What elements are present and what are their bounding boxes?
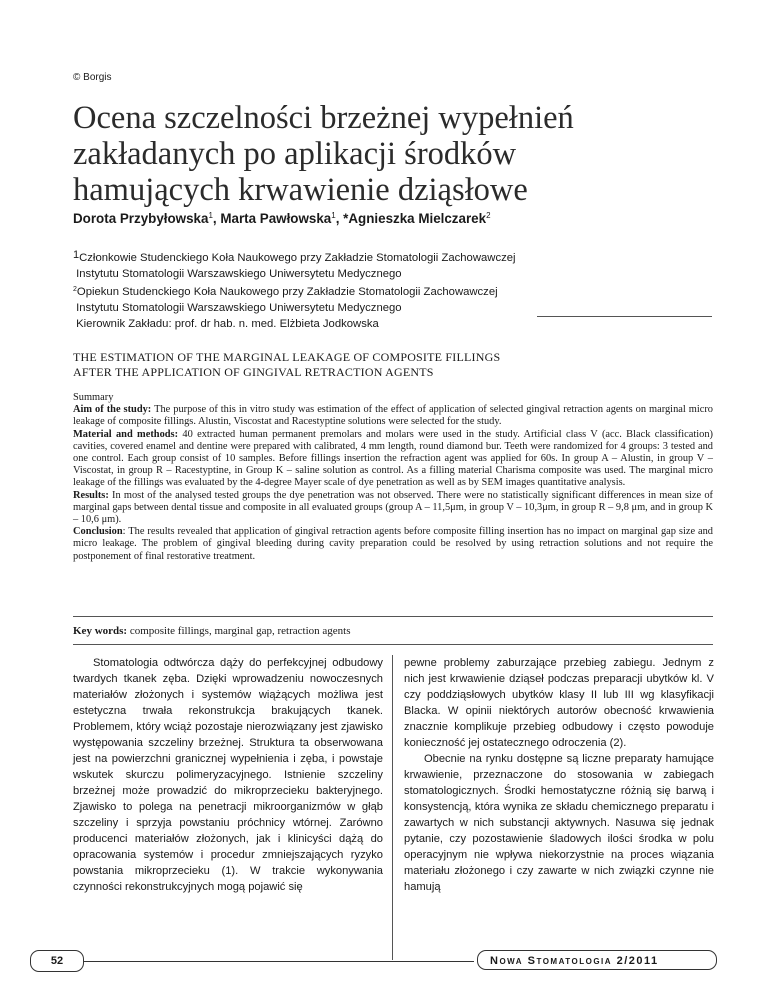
summary-results	[73, 490, 713, 527]
affiliation-mark: 2	[73, 286, 77, 293]
summary-section	[73, 392, 713, 563]
affiliation-line: Instytutu Stomatologii Warszawskiego Uniwersytetu Medycznego	[76, 268, 402, 280]
author-affiliation-mark: 1	[208, 211, 213, 220]
divider	[73, 616, 713, 617]
summary-conclusion	[73, 526, 713, 563]
body-column-right	[404, 655, 714, 895]
summary-aim	[73, 404, 713, 428]
summary-label: Aim of the study:	[73, 404, 152, 416]
affiliation-line: Członkowie Studenckiego Koła Naukowego przy Zakładzie Stomatologii Zachowawczej	[79, 252, 516, 264]
author-affiliation-mark: 1	[331, 211, 336, 220]
english-title-line: THE ESTIMATION OF THE MARGINAL LEAKAGE OF COMPOSITE FILLINGS	[73, 350, 501, 364]
keywords-text: composite fillings, marginal gap, retraction agents	[127, 625, 351, 637]
author-list: Dorota Przybyłowska$^1$, Marta Pawłowska$^1$, *Agnieszka Mielczarek$^2$	[73, 211, 491, 226]
summary-heading: Summary	[73, 392, 114, 403]
publisher-label: © Borgis	[73, 72, 112, 83]
summary-label: Material and methods:	[73, 428, 179, 440]
affiliations	[73, 247, 516, 332]
divider	[537, 316, 712, 317]
title-line: Ocena szczelności brzeżnej wypełnień	[73, 100, 574, 136]
affiliation-line: Kierownik Zakładu: prof. dr hab. n. med. Elżbieta Jodkowska	[76, 318, 379, 330]
summary-text: 40 extracted human permanent premolars and molars were used in the study. Artificial class V (acc. Black classification) cavities, covered enamel and dentine were prepared with calibrated, 4 mm length, round diamond bur. Teeth were randomized for 4 groups: 3 tested and one control. Each group consist of 10 samples. Before fillings insertion the refraction agent was applied for 60s. In group A – Alustin, in group V – Viscostat, in group R – Racestyptine, in Group K – saline solution as control. As a filling material Charisma composite was used. The marginal micro leakage of the fillings was evaluated by the 4-degree Mayer scale of dye penetration as well as by SEM images quantitative analysis.	[73, 428, 713, 489]
body-paragraph: pewne problemy zaburzające przebieg zabiegu. Jednym z nich jest krwawienie dziąseł podczas preparacji ubytków kl. V czy poddziąsłowych ubytków klasy II lub III wg klasyfikacji Blacka. W opinii niektórych autorów obecność krwawienia znacznie komplikuje przebieg odbudowy i często powoduje konieczność jej ostatecznego odroczenia (2).	[404, 657, 714, 749]
affiliation-line: Opiekun Studenckiego Koła Naukowego przy Zakładzie Stomatologii Zachowawczej	[76, 286, 498, 298]
english-title-line: AFTER THE APPLICATION OF GINGIVAL RETRACTION AGENTS	[73, 365, 434, 379]
divider	[73, 644, 713, 645]
body-paragraph: Stomatologia odtwórcza dąży do perfekcyjnej odbudowy twardych tkanek zęba. Dzięki wprowadzeniu nowoczesnych materiałów złożonych i systemów wiążących możliwa jest estetyczna trwała rekonstrukcja brakujących tkanek. Problemem, który wciąż pozostaje nierozwiązany jest zjawisko występowania szczeliny brzeżnej. Struktura ta obserwowana jest na powierzchni granicznej wypełnienia i zęba, i powstaje wskutek skurczu polimeryzacyjnego. Istnienie szczeliny brzeżnej może prowadzić do mikroprzecieku bakteryjnego. Zjawisko to polega na penetracji mikroorganizmów w głąb szczeliny i sprzyja powstaniu próchnicy wtórnej. Zarówno producenci materiałów złożonych, jak i klinicyści dążą do opracowania systemów i procedur zmniejszających ryzyko powstania mikroprzecieku (1). W trakcie wykonywania czynności rekonstrukcyjnych mogą pojawić się	[73, 657, 383, 893]
body-paragraph: Obecnie na rynku dostępne są liczne preparaty hamujące krwawienie, przeznaczone do stosowania w zabiegach stomatologicznych. Środki hemostatyczne różnią się barwą i konsystencją, która wynika ze składu chemicznego preparatu i zawartych w nich substancji aktywnych. Nasuwa się jednak pytanie, czy pozostawienie śladowych ilości środka w polu operacyjnym nie wpływa niekorzystnie na proces wiązania materiału złożonego i czy zawarte w nich związki czynne nie hamują	[404, 753, 714, 893]
journal-name: Nowa Stomatologia 2/2011	[477, 950, 717, 970]
footer-divider	[84, 961, 474, 962]
keywords	[73, 625, 350, 637]
summary-methods	[73, 429, 713, 490]
affiliation-line: Instytutu Stomatologii Warszawskiego Uniwersytetu Medycznego	[76, 302, 402, 314]
english-title	[73, 350, 500, 380]
body-column-left	[73, 655, 383, 895]
article-title	[73, 100, 693, 208]
keywords-label: Key words:	[73, 625, 128, 637]
page-footer	[30, 950, 730, 976]
author-affiliation-mark: 2	[486, 211, 491, 220]
title-line: zakładanych po aplikacji środków	[73, 136, 517, 172]
summary-label: Results:	[73, 489, 109, 501]
summary-text: The purpose of this in vitro study was estimation of the effect of application of selected gingival retraction agents on marginal micro leakage of composite fillings. Alustin, Viscostat and Racestyptine solutions were selected for the study.	[73, 404, 714, 428]
summary-text: : The results revealed that application of gingival retraction agents before composite filling insertion has no impact on marginal gap size and micro leakage. The problem of gingival bleeding during cavity preparation could be resolved by using retraction solutions and not require the postponement of final restorative treatment.	[73, 526, 713, 562]
affiliation-mark: 1	[73, 249, 80, 261]
author-name: Marta Pawłowska	[220, 211, 332, 226]
author-name: *Agnieszka Mielczarek	[343, 211, 487, 226]
author-name: Dorota Przybyłowska	[73, 211, 209, 226]
page-number: 52	[30, 950, 84, 972]
column-divider	[392, 655, 393, 960]
summary-label: Conclusion	[73, 526, 123, 538]
summary-text: In most of the analysed tested groups the dye penetration was not observed. There were no statistically significant differences in mean size of marginal gaps between dental tissue and composite in all evaluated groups (group A – 11,5μm, in group V – 10,3μm, in group R – 9,8 μm, and in group K – 10,6 μm).	[73, 489, 713, 526]
title-line: hamujących krwawienie dziąsłowe	[73, 172, 528, 208]
